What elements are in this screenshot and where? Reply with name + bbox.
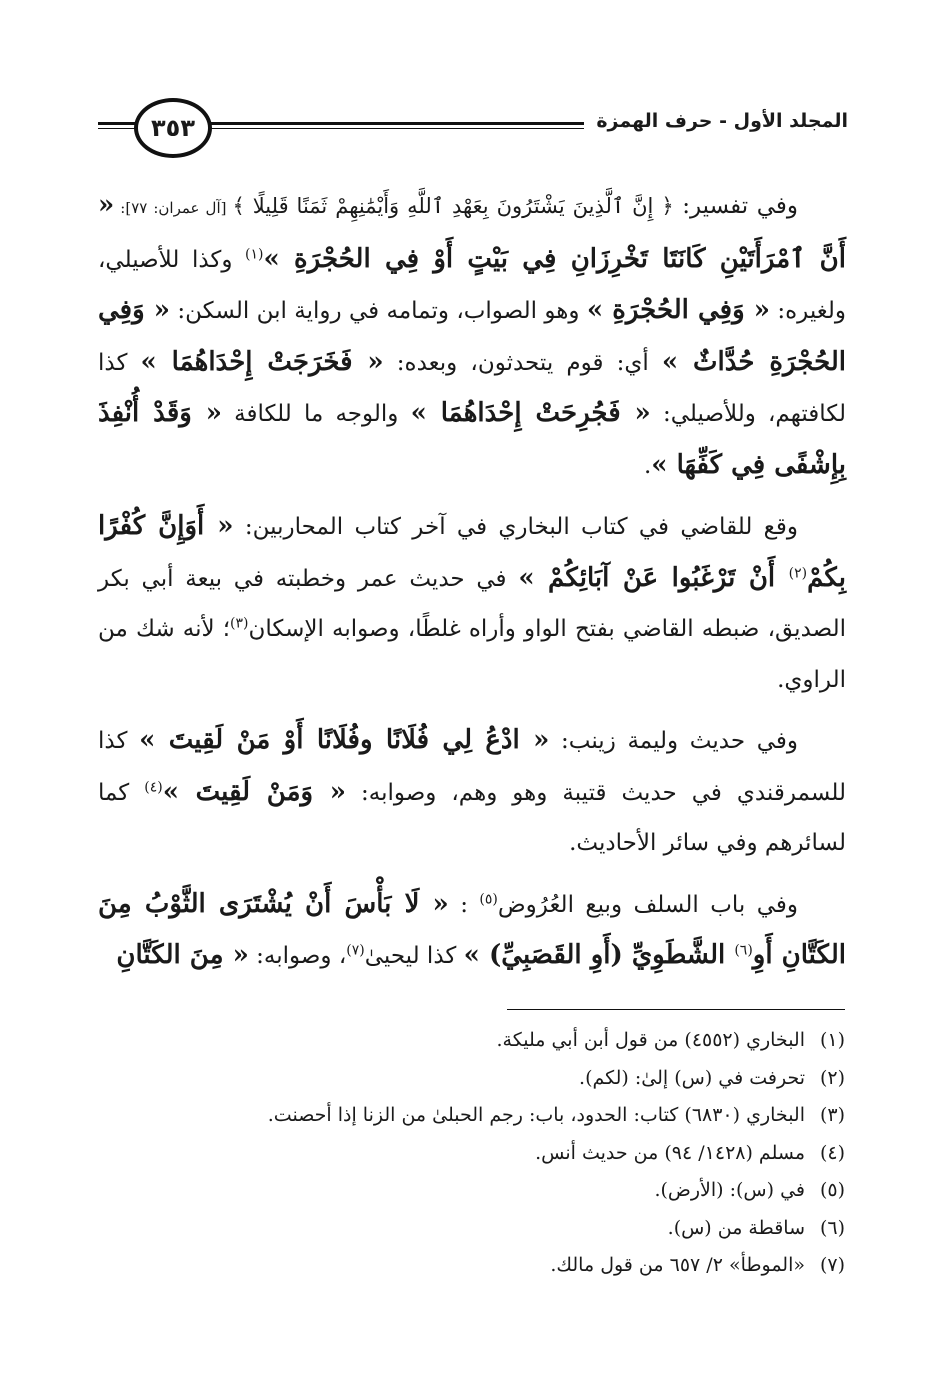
paragraph-1 [98, 180, 846, 491]
footnote-item [105, 1172, 845, 1210]
hadith-quote: « لَا بَأْسَ أَنْ يُشْتَرَى الثَّوْبُ مِنَ الكَتَّانِ أَوِ [98, 888, 846, 970]
footnote-item [105, 1022, 845, 1060]
hadith-quote: « وَمَنْ لَقِيتَ » [162, 776, 347, 807]
footnote-number: (٣) [819, 1104, 845, 1126]
text-run: كذا ليحيىٰ [364, 943, 464, 969]
footnote-text: مسلم (١٤٢٨/ ٩٤) من حديث أنس. [535, 1141, 805, 1164]
text-run: ، وصوابه: [248, 943, 347, 969]
footnote-number: (٦) [819, 1216, 845, 1239]
text-run: والوجه ما للكافة [221, 401, 411, 427]
text-run: وقع للقاضي في كتاب البخاري في آخر كتاب المحاربين: [233, 514, 798, 540]
verse-reference: [آل عمران: ٧٧]: [114, 199, 233, 217]
hadith-quote: « ادْعُ لِي فُلَانًا وفُلَانًا أَوْ مَنْ لَقِيتَ » [139, 725, 550, 755]
footnote-text: ساقطة من (س). [667, 1216, 805, 1239]
quran-verse: ﴿ إِنَّ ٱلَّذِينَ يَشْتَرُونَ بِعَهْدِ ٱللَّهِ وَأَيْمَٰنِهِمْ ثَمَنًا قَلِيلًا ﴾ [232, 194, 674, 218]
text-run: كذا للسمرقندي في حديث قتيبة وهو وهم، وصوابه: [98, 728, 846, 806]
footnote-item [105, 1210, 845, 1248]
footnote-marker: (٦) [734, 942, 753, 959]
header-title: المجلد الأول - حرف الهمزة [584, 106, 848, 136]
text-run: كما لسائرهم وفي سائر الأحاديث. [98, 779, 846, 856]
footnote-text: «الموطأ» ٢/ ٦٥٧ من قول مالك. [550, 1254, 805, 1276]
hadith-quote: « فَجُرِحَتْ إِحْدَاهُمَا » [410, 398, 651, 428]
footnote-marker: (٤) [144, 778, 163, 795]
text-run: في حديث عمر وخطبته في بيعة أبي بكر الصديق، ضبطه القاضي بفتح الواو وأراه غلطًا، وصوابه الإسكان [98, 565, 846, 642]
footnote-text: في (س): (الأرض). [654, 1179, 805, 1201]
text-run: : [448, 891, 480, 918]
text-run: وفي حديث وليمة زينب: [549, 728, 798, 754]
hadith-quote: « وَفِي الحُجْرَةِ حُدَّاثٌ » [98, 295, 846, 377]
text-run: وفي باب السلف وبيع العُرُوض [497, 891, 798, 918]
footnote-text: تحرفت في (س) إلىٰ: (لكم). [579, 1066, 805, 1089]
footnote-number: (٥) [819, 1179, 845, 1201]
footnote-marker: (١) [245, 245, 264, 262]
text-run: ؛ لأنه شك من الراوي. [98, 616, 846, 693]
footnote-marker: (٢) [788, 564, 808, 581]
footnote-item [105, 1247, 845, 1285]
footnote-separator [507, 1009, 845, 1010]
footnote-item [105, 1135, 845, 1173]
page-number-badge [134, 98, 212, 158]
footnote-number: (٧) [819, 1254, 845, 1276]
footnote-number: (٢) [819, 1066, 845, 1089]
footnote-number: (٤) [819, 1141, 845, 1164]
footnote-marker: (٧) [346, 942, 365, 959]
text-run: وفي تفسير: [673, 193, 798, 219]
page-number: ٣٥٣ [151, 114, 195, 142]
hadith-quote: « مِنَ الكَتَّانِ [116, 940, 249, 970]
hadith-quote: « أَوَإِنَّ كُفْرًا بِكُمْ [98, 511, 847, 593]
footnote-text: البخاري (٦٨٣٠) كتاب: الحدود، باب: رجم الحبلىٰ من الزنا إذا أحصنت. [267, 1104, 805, 1126]
paragraph-3 [98, 715, 846, 869]
footnotes-list [105, 1022, 845, 1285]
hadith-quote: « أَنَّ ٱمْرَأَتَيْنِ كَانَتَا تَخْرِزَانِ فِي بَيْتٍ أَوْ فِي الحُجْرَةِ » [98, 190, 846, 274]
text-run: وكذا للأصيلي، ولغيره: [98, 246, 847, 324]
paragraph-4 [98, 879, 846, 982]
footnote-marker: (٣) [230, 615, 249, 632]
hadith-quote: الشَّطَوِيِّ (أَوِ القَصَبِيِّ) » [463, 940, 735, 970]
text-run: أي: قوم يتحدثون، وبعده: [383, 349, 662, 376]
text-run: وهو الصواب، وتمامه في رواية ابن السكن: [170, 298, 587, 324]
hadith-quote: أَنْ تَرْغَبُوا عَنْ آبَائِكُمْ » [518, 562, 789, 593]
main-text [98, 180, 846, 992]
hadith-quote: « وَقَدْ أُنْفِذَ بِإِشْفًى فِي كَفِّهَا » [98, 398, 846, 480]
footnote-item [105, 1097, 845, 1135]
footnote-number: (١) [819, 1029, 845, 1051]
text-run: . [643, 452, 652, 479]
paragraph-2 [98, 501, 846, 705]
footnote-item [105, 1060, 845, 1098]
text-run: كذا لكافتهم، وللأصيلي: [98, 349, 846, 427]
hadith-quote: « وَفِي الحُجْرَةِ » [586, 295, 770, 325]
footnote-text: البخاري (٤٥٥٢) من قول أبن أبي مليكة. [496, 1029, 805, 1051]
running-header [98, 92, 848, 172]
footnote-marker: (٥) [479, 890, 498, 907]
hadith-quote: « فَخَرَجَتْ إِحْدَاهُمَا » [140, 346, 384, 377]
